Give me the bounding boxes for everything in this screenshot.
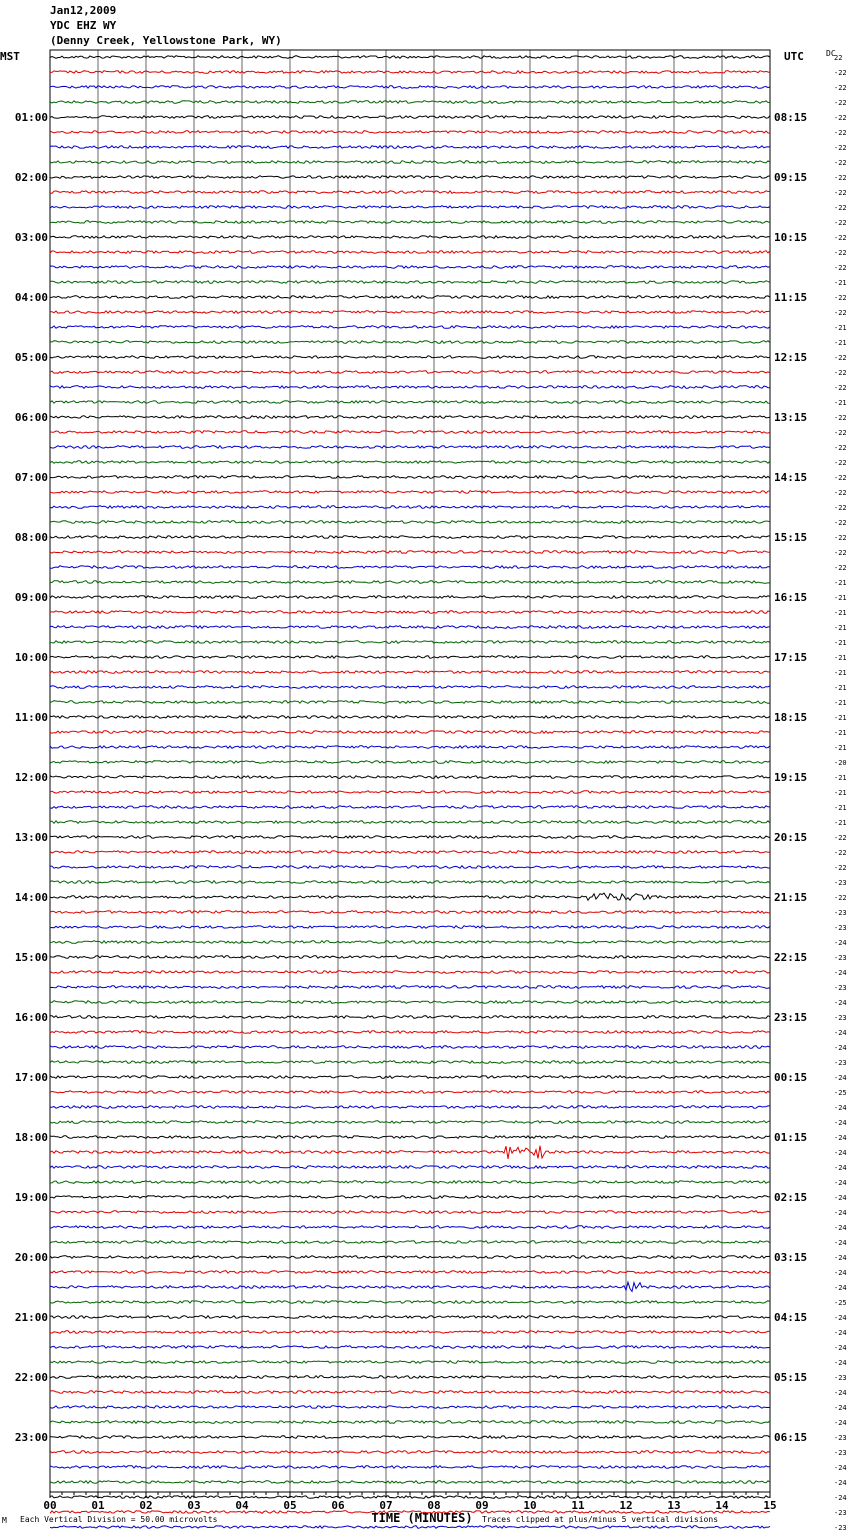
x-tick-label: 03 bbox=[187, 1499, 201, 1512]
dc-offset-label: -24 bbox=[834, 1359, 847, 1367]
seismic-trace bbox=[50, 1146, 770, 1159]
dc-offset-label: 22 bbox=[834, 54, 843, 62]
seismic-trace bbox=[50, 116, 770, 119]
seismic-trace bbox=[50, 626, 770, 629]
seismic-trace bbox=[50, 641, 770, 644]
seismic-trace bbox=[50, 191, 770, 194]
dc-offset-label: -24 bbox=[834, 1494, 847, 1502]
right-hour-label: 08:15 bbox=[774, 111, 808, 124]
left-hour-label: 19:00 bbox=[14, 1191, 48, 1204]
x-tick-label: 05 bbox=[283, 1499, 297, 1512]
dc-offset-label: -22 bbox=[834, 369, 847, 377]
seismic-trace bbox=[50, 926, 770, 929]
seismic-trace bbox=[50, 1166, 770, 1169]
dc-offset-label: -22 bbox=[834, 249, 847, 257]
dc-offset-label: -22 bbox=[834, 144, 847, 152]
station-location: (Denny Creek, Yellowstone Park, WY) bbox=[50, 34, 282, 47]
dc-offset-label: -22 bbox=[834, 309, 847, 317]
seismic-trace bbox=[50, 536, 770, 539]
seismic-trace bbox=[50, 431, 770, 434]
dc-offset-label: -21 bbox=[834, 684, 847, 692]
seismic-trace bbox=[50, 476, 770, 479]
dc-offset-label: -22 bbox=[834, 219, 847, 227]
dc-offset-label: -22 bbox=[834, 204, 847, 212]
seismic-trace bbox=[50, 1451, 770, 1454]
dc-offset-label: -21 bbox=[834, 639, 847, 647]
dc-offset-label: -24 bbox=[834, 1344, 847, 1352]
dc-offset-header: DC bbox=[826, 49, 836, 58]
seismic-trace bbox=[50, 1331, 770, 1334]
seismic-trace bbox=[50, 851, 770, 854]
dc-offset-label: -24 bbox=[834, 1389, 847, 1397]
right-hour-label: 13:15 bbox=[774, 411, 808, 424]
seismic-trace bbox=[50, 266, 770, 269]
dc-offset-label: -24 bbox=[834, 1314, 847, 1322]
right-hour-label: 23:15 bbox=[774, 1011, 808, 1024]
seismic-trace bbox=[50, 1346, 770, 1349]
left-hour-label: 13:00 bbox=[14, 831, 48, 844]
dc-offset-label: -21 bbox=[834, 774, 847, 782]
seismic-trace bbox=[50, 491, 770, 494]
seismic-trace bbox=[50, 551, 770, 554]
seismic-trace bbox=[50, 71, 770, 74]
right-hour-label: 16:15 bbox=[774, 591, 808, 604]
dc-offset-label: -24 bbox=[834, 1464, 847, 1472]
seismic-trace bbox=[50, 341, 770, 344]
dc-offset-label: -24 bbox=[834, 1284, 847, 1292]
seismic-trace bbox=[50, 971, 770, 974]
left-hour-label: 08:00 bbox=[14, 531, 48, 544]
seismic-trace bbox=[50, 1211, 770, 1214]
dc-offset-label: -24 bbox=[834, 1419, 847, 1427]
dc-offset-label: -24 bbox=[834, 1239, 847, 1247]
seismic-trace bbox=[50, 1016, 770, 1019]
seismic-trace bbox=[50, 731, 770, 734]
dc-offset-label: -21 bbox=[834, 804, 847, 812]
left-hour-label: 23:00 bbox=[14, 1431, 48, 1444]
dc-offset-label: -24 bbox=[834, 1479, 847, 1487]
left-hour-label: 15:00 bbox=[14, 951, 48, 964]
seismic-trace bbox=[50, 746, 770, 749]
dc-offset-label: -24 bbox=[834, 1224, 847, 1232]
seismic-trace bbox=[50, 1481, 770, 1484]
seismic-trace bbox=[50, 806, 770, 809]
seismic-trace bbox=[50, 1496, 770, 1499]
seismic-trace bbox=[50, 1076, 770, 1079]
dc-offset-label: -22 bbox=[834, 489, 847, 497]
seismic-trace bbox=[50, 416, 770, 419]
dc-offset-label: -21 bbox=[834, 579, 847, 587]
x-tick-label: 09 bbox=[475, 1499, 489, 1512]
seismic-trace bbox=[50, 386, 770, 389]
seismic-trace bbox=[50, 686, 770, 689]
seismic-trace bbox=[50, 131, 770, 134]
dc-offset-label: -23 bbox=[834, 1059, 847, 1067]
seismic-trace bbox=[50, 1361, 770, 1364]
scale-note: Each Vertical Division = 50.00 microvolts bbox=[20, 1515, 218, 1524]
seismic-trace bbox=[50, 1241, 770, 1244]
x-tick-label: 02 bbox=[139, 1499, 153, 1512]
dc-offset-label: -21 bbox=[834, 729, 847, 737]
dc-offset-label: -22 bbox=[834, 129, 847, 137]
dc-offset-label: -21 bbox=[834, 699, 847, 707]
left-hour-label: 03:00 bbox=[14, 231, 48, 244]
seismic-trace bbox=[50, 1526, 770, 1529]
dc-offset-label: -23 bbox=[834, 1449, 847, 1457]
dc-offset-label: -24 bbox=[834, 1209, 847, 1217]
left-hour-label: 17:00 bbox=[14, 1071, 48, 1084]
dc-offset-label: -24 bbox=[834, 939, 847, 947]
seismic-trace bbox=[50, 326, 770, 329]
dc-offset-label: -22 bbox=[834, 519, 847, 527]
seismic-trace bbox=[50, 1196, 770, 1199]
dc-offset-label: -23 bbox=[834, 1524, 847, 1532]
dc-offset-label: -24 bbox=[834, 1194, 847, 1202]
dc-offset-label: -24 bbox=[834, 1329, 847, 1337]
seismic-trace bbox=[50, 761, 770, 764]
seismic-trace bbox=[50, 986, 770, 989]
left-hour-label: 11:00 bbox=[14, 711, 48, 724]
left-hour-label: 09:00 bbox=[14, 591, 48, 604]
left-hour-label: 07:00 bbox=[14, 471, 48, 484]
seismic-trace bbox=[50, 716, 770, 719]
seismic-trace bbox=[50, 893, 770, 900]
dc-offset-label: -20 bbox=[834, 759, 847, 767]
dc-offset-label: -21 bbox=[834, 819, 847, 827]
x-tick-label: 14 bbox=[715, 1499, 729, 1512]
dc-offset-label: -22 bbox=[834, 894, 847, 902]
seismic-trace bbox=[50, 1226, 770, 1229]
dc-offset-label: -22 bbox=[834, 549, 847, 557]
dc-offset-label: -22 bbox=[834, 69, 847, 77]
dc-offset-label: -24 bbox=[834, 999, 847, 1007]
seismic-trace bbox=[50, 581, 770, 584]
seismic-trace bbox=[50, 611, 770, 614]
right-hour-label: 19:15 bbox=[774, 771, 808, 784]
seismic-trace bbox=[50, 821, 770, 824]
seismic-trace bbox=[50, 311, 770, 314]
dc-offset-label: -22 bbox=[834, 474, 847, 482]
left-hour-label: 06:00 bbox=[14, 411, 48, 424]
seismic-trace bbox=[50, 596, 770, 599]
seismic-trace bbox=[50, 1301, 770, 1304]
right-hour-label: 09:15 bbox=[774, 171, 808, 184]
record-date: Jan12,2009 bbox=[50, 4, 117, 17]
x-tick-label: 00 bbox=[43, 1499, 57, 1512]
seismic-trace bbox=[50, 1181, 770, 1184]
right-hour-label: 21:15 bbox=[774, 891, 808, 904]
dc-offset-label: -24 bbox=[834, 1269, 847, 1277]
x-tick-label: 06 bbox=[331, 1499, 345, 1512]
dc-offset-label: -24 bbox=[834, 1074, 847, 1082]
dc-offset-label: -23 bbox=[834, 984, 847, 992]
dc-offset-label: -21 bbox=[834, 789, 847, 797]
left-hour-label: 05:00 bbox=[14, 351, 48, 364]
dc-offset-label: -21 bbox=[834, 624, 847, 632]
left-hour-label: 14:00 bbox=[14, 891, 48, 904]
dc-offset-label: -24 bbox=[834, 1164, 847, 1172]
seismic-trace bbox=[50, 1001, 770, 1004]
x-tick-label: 07 bbox=[379, 1499, 393, 1512]
seismic-trace bbox=[50, 1391, 770, 1394]
left-hour-label: 18:00 bbox=[14, 1131, 48, 1144]
left-hour-label: 10:00 bbox=[14, 651, 48, 664]
x-tick-label: 15 bbox=[763, 1499, 777, 1512]
dc-offset-label: -24 bbox=[834, 1404, 847, 1412]
seismic-trace bbox=[50, 1031, 770, 1034]
left-hour-label: 22:00 bbox=[14, 1371, 48, 1384]
right-hour-label: 15:15 bbox=[774, 531, 808, 544]
dc-offset-label: -21 bbox=[834, 669, 847, 677]
seismic-trace bbox=[50, 1271, 770, 1274]
right-hour-label: 05:15 bbox=[774, 1371, 808, 1384]
right-hour-label: 02:15 bbox=[774, 1191, 808, 1204]
seismic-trace bbox=[50, 356, 770, 359]
dc-offset-label: -22 bbox=[834, 384, 847, 392]
left-hour-label: 01:00 bbox=[14, 111, 48, 124]
seismic-trace bbox=[50, 791, 770, 794]
dc-offset-label: -23 bbox=[834, 924, 847, 932]
seismic-trace bbox=[50, 146, 770, 149]
right-hour-label: 20:15 bbox=[774, 831, 808, 844]
seismic-trace bbox=[50, 656, 770, 659]
seismic-trace bbox=[50, 371, 770, 374]
seismic-trace bbox=[50, 446, 770, 449]
dc-offset-label: -24 bbox=[834, 1044, 847, 1052]
dc-offset-label: -21 bbox=[834, 714, 847, 722]
dc-offset-label: -25 bbox=[834, 1299, 847, 1307]
dc-offset-label: -24 bbox=[834, 1254, 847, 1262]
dc-offset-label: -24 bbox=[834, 1104, 847, 1112]
dc-offset-label: -22 bbox=[834, 564, 847, 572]
seismic-trace bbox=[50, 956, 770, 959]
dc-offset-label: -21 bbox=[834, 609, 847, 617]
seismic-trace bbox=[50, 1421, 770, 1424]
seismic-trace bbox=[50, 221, 770, 224]
seismic-trace bbox=[50, 1106, 770, 1109]
seismic-trace bbox=[50, 1061, 770, 1064]
seismic-trace bbox=[50, 1046, 770, 1049]
dc-offset-label: -24 bbox=[834, 969, 847, 977]
clip-note: Traces clipped at plus/minus 5 vertical divisions bbox=[482, 1515, 719, 1524]
left-hour-label: 12:00 bbox=[14, 771, 48, 784]
dc-offset-label: -22 bbox=[834, 174, 847, 182]
dc-offset-label: -22 bbox=[834, 849, 847, 857]
dc-offset-label: -21 bbox=[834, 594, 847, 602]
dc-offset-label: -22 bbox=[834, 459, 847, 467]
dc-offset-label: -22 bbox=[834, 444, 847, 452]
left-hour-label: 04:00 bbox=[14, 291, 48, 304]
x-tick-label: 13 bbox=[667, 1499, 681, 1512]
x-tick-label: 04 bbox=[235, 1499, 249, 1512]
x-tick-label: 12 bbox=[619, 1499, 633, 1512]
x-tick-label: 11 bbox=[571, 1499, 585, 1512]
dc-offset-label: -22 bbox=[834, 534, 847, 542]
dc-offset-label: -22 bbox=[834, 159, 847, 167]
seismic-trace bbox=[50, 1316, 770, 1319]
dc-offset-label: -22 bbox=[834, 84, 847, 92]
left-timezone-label: MST bbox=[0, 50, 20, 63]
dc-offset-label: -21 bbox=[834, 654, 847, 662]
seismic-trace bbox=[50, 281, 770, 284]
seismic-trace bbox=[50, 251, 770, 254]
dc-offset-label: -22 bbox=[834, 429, 847, 437]
seismic-trace bbox=[50, 941, 770, 944]
station-code: YDC EHZ WY bbox=[50, 19, 117, 32]
x-tick-label: 01 bbox=[91, 1499, 105, 1512]
dc-offset-label: -22 bbox=[834, 294, 847, 302]
dc-offset-label: -21 bbox=[834, 339, 847, 347]
seismic-trace bbox=[50, 1091, 770, 1094]
dc-offset-label: -24 bbox=[834, 1119, 847, 1127]
right-hour-label: 04:15 bbox=[774, 1311, 808, 1324]
seismic-trace bbox=[50, 836, 770, 839]
seismic-trace bbox=[50, 86, 770, 89]
x-tick-label: 10 bbox=[523, 1499, 537, 1512]
dc-offset-label: -23 bbox=[834, 954, 847, 962]
dc-offset-label: -22 bbox=[834, 264, 847, 272]
seismic-trace bbox=[50, 56, 770, 59]
right-hour-label: 11:15 bbox=[774, 291, 808, 304]
dc-offset-label: -21 bbox=[834, 744, 847, 752]
dc-offset-label: -23 bbox=[834, 1374, 847, 1382]
dc-offset-label: -24 bbox=[834, 1029, 847, 1037]
seismic-trace bbox=[50, 1406, 770, 1409]
seismic-trace bbox=[50, 1256, 770, 1259]
seismic-trace bbox=[50, 1376, 770, 1379]
dc-offset-label: -22 bbox=[834, 354, 847, 362]
x-tick-label: 08 bbox=[427, 1499, 441, 1512]
right-hour-label: 14:15 bbox=[774, 471, 808, 484]
right-hour-label: 03:15 bbox=[774, 1251, 808, 1264]
seismic-trace bbox=[50, 866, 770, 869]
right-hour-label: 17:15 bbox=[774, 651, 808, 664]
dc-offset-label: -24 bbox=[834, 1149, 847, 1157]
left-hour-label: 20:00 bbox=[14, 1251, 48, 1264]
dc-offset-label: -22 bbox=[834, 834, 847, 842]
left-hour-label: 21:00 bbox=[14, 1311, 48, 1324]
dc-offset-label: -21 bbox=[834, 324, 847, 332]
dc-offset-label: -24 bbox=[834, 1134, 847, 1142]
dc-offset-label: -23 bbox=[834, 1014, 847, 1022]
dc-offset-label: -25 bbox=[834, 1089, 847, 1097]
left-hour-label: 02:00 bbox=[14, 171, 48, 184]
seismic-trace bbox=[50, 506, 770, 509]
dc-offset-label: -22 bbox=[834, 114, 847, 122]
dc-offset-label: -22 bbox=[834, 504, 847, 512]
dc-offset-label: -22 bbox=[834, 864, 847, 872]
right-hour-label: 18:15 bbox=[774, 711, 808, 724]
dc-offset-label: -24 bbox=[834, 1179, 847, 1187]
dc-offset-label: -22 bbox=[834, 234, 847, 242]
right-hour-label: 06:15 bbox=[774, 1431, 808, 1444]
seismic-trace bbox=[50, 176, 770, 179]
seismic-trace bbox=[50, 911, 770, 914]
seismic-trace bbox=[50, 461, 770, 464]
right-hour-label: 10:15 bbox=[774, 231, 808, 244]
dc-offset-label: -23 bbox=[834, 909, 847, 917]
seismic-trace bbox=[50, 1466, 770, 1469]
trace-layer bbox=[50, 56, 770, 1529]
seismic-trace bbox=[50, 1436, 770, 1439]
right-hour-label: 12:15 bbox=[774, 351, 808, 364]
seismic-trace bbox=[50, 1282, 770, 1291]
x-axis-label: TIME (MINUTES) bbox=[371, 1511, 473, 1525]
seismic-trace bbox=[50, 206, 770, 209]
seismic-trace bbox=[50, 776, 770, 779]
right-timezone-label: UTC bbox=[784, 50, 804, 63]
seismic-trace bbox=[50, 1121, 770, 1124]
seismic-trace bbox=[50, 881, 770, 884]
left-hour-label: 16:00 bbox=[14, 1011, 48, 1024]
dc-offset-label: -23 bbox=[834, 1434, 847, 1442]
dc-offset-label: -22 bbox=[834, 99, 847, 107]
dc-offset-label: -21 bbox=[834, 399, 847, 407]
dc-offset-label: -21 bbox=[834, 279, 847, 287]
seismic-trace bbox=[50, 296, 770, 299]
dc-offset-label: -22 bbox=[834, 414, 847, 422]
right-hour-label: 22:15 bbox=[774, 951, 808, 964]
seismic-trace bbox=[50, 521, 770, 524]
seismic-trace bbox=[50, 1136, 770, 1139]
seismic-trace bbox=[50, 401, 770, 404]
seismic-trace bbox=[50, 161, 770, 164]
right-hour-label: 01:15 bbox=[774, 1131, 808, 1144]
corner-mark: M bbox=[2, 1516, 7, 1525]
dc-offset-label: -23 bbox=[834, 879, 847, 887]
seismic-trace bbox=[50, 566, 770, 569]
seismic-trace bbox=[50, 671, 770, 674]
right-hour-label: 00:15 bbox=[774, 1071, 808, 1084]
seismic-trace bbox=[50, 236, 770, 239]
dc-offset-label: -22 bbox=[834, 189, 847, 197]
seismic-trace bbox=[50, 101, 770, 104]
seismic-trace bbox=[50, 701, 770, 704]
dc-offset-label: -23 bbox=[834, 1509, 847, 1517]
